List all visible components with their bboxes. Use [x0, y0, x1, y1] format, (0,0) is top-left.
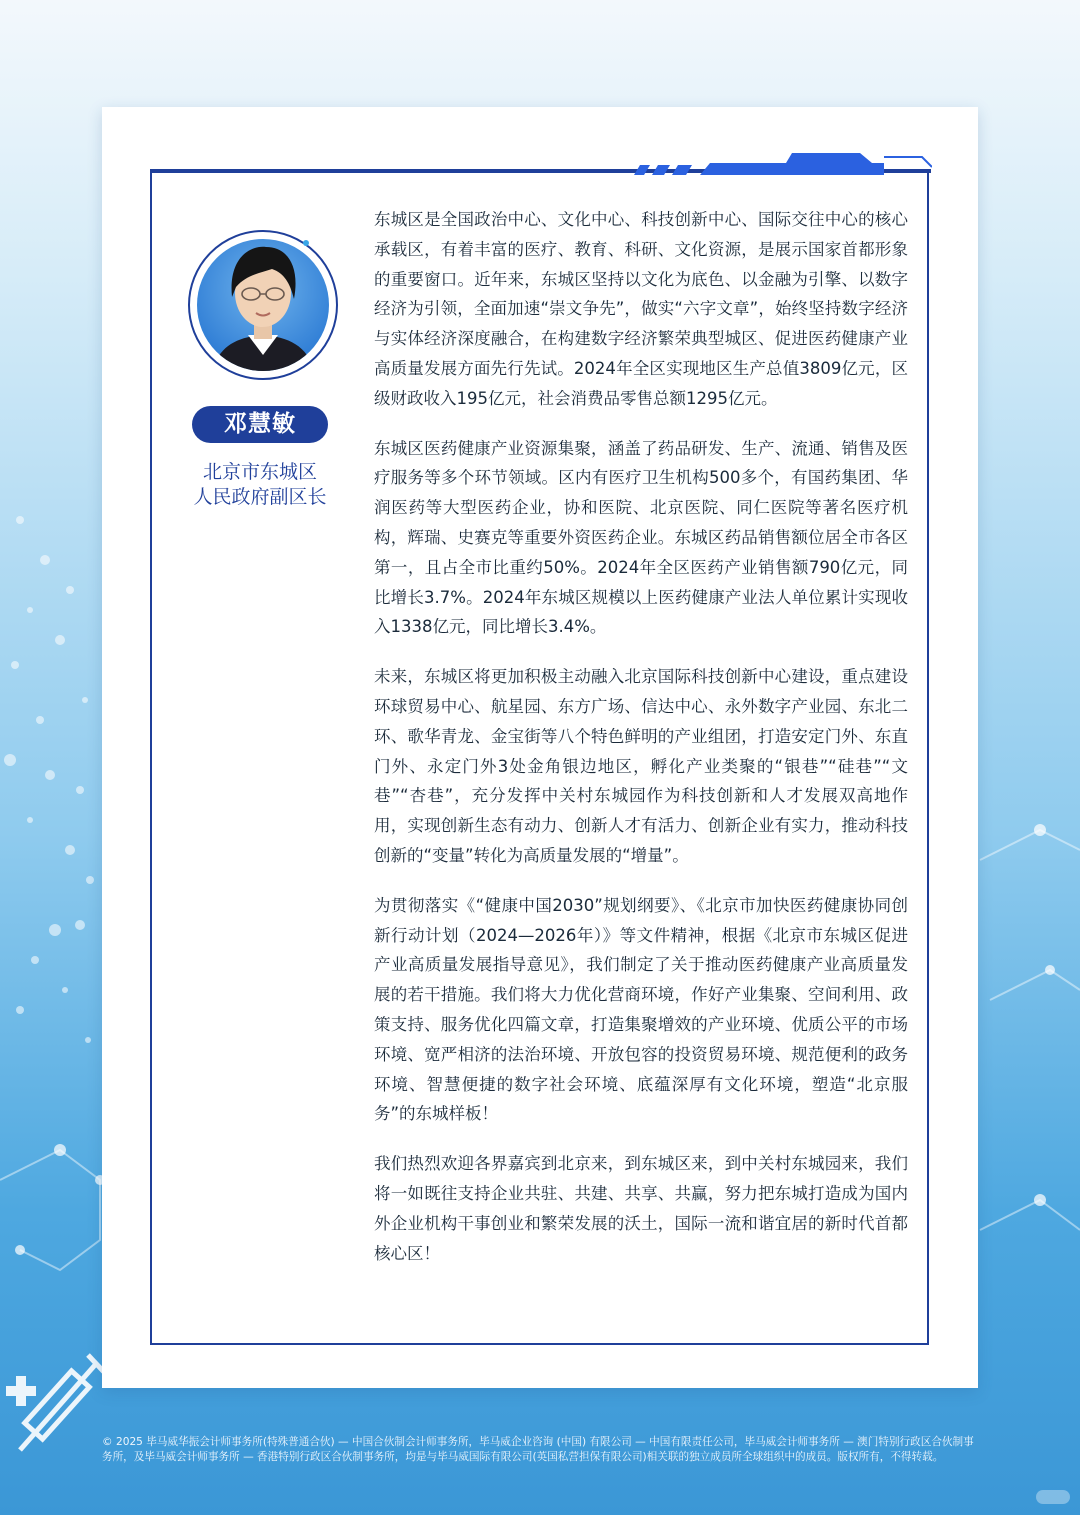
person-name: 邓慧敏 — [192, 406, 328, 443]
paragraph: 为贯彻落实《“健康中国2030”规划纲要》、《北京市加快医药健康协同创新行动计划（2024—2026年）》等文件精神，根据《北京市东城区促进产业高质量发展指导意见》，我们制定了关于推动医药健康产业高质量发展的若干措施。我们将大力优化营商环境，作好产业集聚、空间利用、政策支持、服务优化四篇文章，打造集聚增效的产业环境、优质公平的市场环境、宽严相济的法治环境、开放包容的投资贸易环境、规范便利的政务环境、智慧便捷的数字社会环境、底蕴深厚有文化环境，塑造“北京服务”的东城样板！ — [374, 895, 908, 1124]
paragraph: 未来，东城区将更加积极主动融入北京国际科技创新中心建设，重点建设环球贸易中心、航星园、东方广场、信达中心、永外数字产业园、东北二环、歌华青龙、金宝街等八个特色鲜明的产业组团，打造安定门外、东直门外、永定门外3处金角银边地区，孵化产业类聚的“银巷”“硅巷”“文巷”“杏巷”，充分发挥中关村东城园作为科技创新和人才发展双高地作用，实现创新生态有动力、创新人才有活力、创新企业有实力，推动科技创新的“变量”转化为高质量发展的“增量”。 — [374, 667, 908, 865]
syringe-decoration — [20, 1355, 104, 1450]
portrait-photo — [186, 227, 341, 382]
header-stripes-decoration — [622, 135, 932, 175]
paragraph: 我们热烈欢迎各界嘉宾到北京来，到东城区来，到中关村东城园来，我们将一如既往支持企业共驻、共建、共享、共赢，努力把东城打造成为国内外企业机构干事创业和繁荣发展的沃土，国际一流和谐宜居的新时代首都核心区！ — [374, 1154, 908, 1263]
paragraph: 东城区医药健康产业资源集聚，涵盖了药品研发、生产、流通、销售及医疗服务等多个环节领域。区内有医疗卫生机构500多个，有国药集团、华润医药等大型医药企业，协和医院、北京医院、同仁医院等著名医疗机构，辉瑞、史赛克等重要外资医药企业。东城区药品销售额位居全市各区第一，且占全市比重约50%。2024年全区医药产业销售额790亿元，同比增长3.7%。2024年东城区规模以上医药健康产业法人单位累计实现收入1338亿元，同比增长3.4%。 — [374, 438, 908, 637]
page-indicator — [1036, 1490, 1070, 1504]
content-card — [102, 107, 978, 1388]
copyright-footer: © 2025 毕马威华振会计师事务所(特殊普通合伙) — 中国合伙制会计师事务所，毕马威企业咨询 (中国) 有限公司 — 中国有限责任公司，毕马威会计师事务所 — 澳门特别行政区合伙制事务所，及毕马威会计师事务所 — 香港特别行政区合伙制事务所，均是与毕马威国际有限公司(英国私营担保有限公司)相关联的独立成员所全球组织中的成员。版权所有，不得转载。 — [102, 1436, 974, 1463]
person-title-line1: 北京市东城区 — [202, 461, 317, 483]
body-text — [374, 205, 908, 1288]
medical-cross-decoration — [6, 1376, 36, 1406]
person-title-line2: 人民政府副区长 — [193, 486, 327, 508]
paragraph: 东城区是全国政治中心、文化中心、科技创新中心、国际交往中心的核心承载区，有着丰富的医疗、教育、科研、文化资源，是展示国家首都形象的重要窗口。近年来，东城区坚持以文化为底色、以金融为引擎、以数字经济为引领，全面加速“崇文争先”，做实“六字文章”，始终坚持数字经济与实体经济深度融合，在构建数字经济繁荣典型城区、促进医药健康产业高质量发展方面先行先试。2024年全区实现地区生产总值3809亿元，区级财政收入195亿元，社会消费品零售总额1295亿元。 — [374, 210, 908, 408]
